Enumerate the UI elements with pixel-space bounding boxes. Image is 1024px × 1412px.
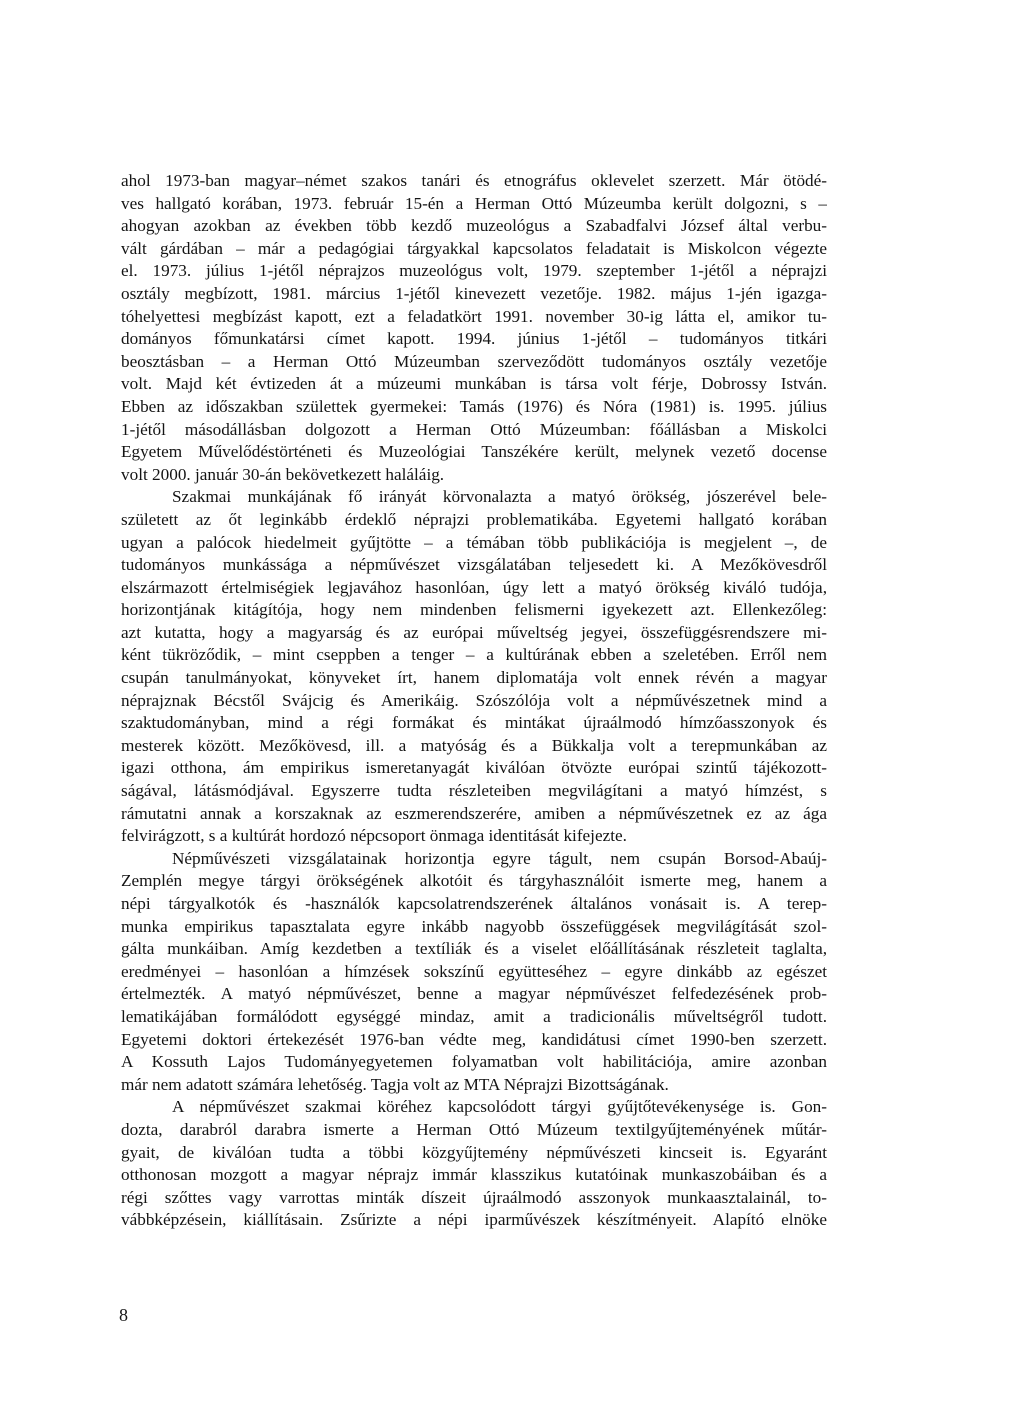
text-line: azt kutatta, hogy a magyarság és az európai műveltség jegyei, összefüggésrendszere mi- [121,622,827,642]
text-line: ahogyan azokban az években több kezdő muzeológus a Szabadfalvi József által verbu- [121,216,827,236]
text-line: régi szőttes vagy varrottas minták díszeit újraálmodó asszonyok munkaasztalainál, to- [121,1187,827,1207]
text-line: eredményei – hasonlóan a hímzések sokszínű együtteséhez – egyre dinkább az egészet [121,961,827,981]
text-line: vábbképzésein, kiállításain. Zsűrizte a népi iparművészek készítményeit. Alapító elnöke [121,1210,827,1230]
text-line: igazi otthona, ám empirikus ismeretanyagát kiválóan ötvözte európai szintű tájékozott- [121,758,827,778]
text-line: néprajznak Bécstől Svájcig és Amerikáig. Szószólója volt a népművészetnek mind a [121,690,827,710]
text-line: Ebben az időszakban születtek gyermekei: Tamás (1976) és Nóra (1981) is. 1995. július [121,396,827,416]
text-line: Zemplén megye tárgyi örökségének alkotóit és tárgyhasználóit ismerte meg, hanem a [121,871,827,891]
text-line: született az őt leginkább érdeklő néprajzi problematikába. Egyetemi hallgató korában [121,509,827,529]
text-line: volt 2000. január 30-án bekövetkezett haláláig. [121,464,445,484]
text-line: volt. Majd két évtizeden át a múzeumi munkában is társa volt férje, Dobrossy István. [121,374,827,394]
text-line: ként tükröződik, – mint cseppben a tenger – a kultúrának ebben a szeletében. Erről nem [121,645,827,665]
text-line: gálta munkáiban. Amíg kezdetben a textíliák és a viselet előállításának részleteit taglalta, [121,939,827,959]
text-line: 1-jétől másodállásban dolgozott a Herman Ottó Múzeumban: főállásban a Miskolci [121,419,827,439]
text-line: rámutatni annak a korszaknak az eszmerendszerére, amiben a népművészetnek ez az ága [121,803,827,823]
text-line: el. 1973. július 1-jétől néprajzos muzeológus volt, 1979. szeptember 1-jétől a néprajzi [121,261,827,281]
text-line: munka empirikus tapasztalata egyre inkább nagyobb összefüggések megvilágítását szol- [121,916,827,936]
text-line: ugyan a palócok hiedelmeit gyűjtötte – a témában több publikációja is megjelent –, de [121,532,827,552]
text-line: dozta, darabról darabra ismerte a Herman Ottó Múzeum textilgyűjteményének műtár- [121,1119,827,1139]
text-line: elszármazott értelmiségiek legjavához hasonlóan, úgy lett a matyó örökség kiváló tudója, [121,577,827,597]
text-line: otthonosan mozgott a magyar néprajz immár klasszikus kutatóinak munkaszobáiban és a [121,1165,827,1185]
text-line: Egyetemi doktori értekezését 1976-ban védte meg, kandidátusi címet 1990-ben szerzett. [121,1029,827,1049]
text-line: értelmezték. A matyó népművészet, benne a magyar népművészet felfedezésének prob- [121,984,827,1004]
page-number: 8 [119,1305,128,1325]
text-line: tóhelyettesi megbízást kapott, ezt a feladatkört 1991. november 30-ig látta el, amikor tu- [121,306,827,326]
text-line: felvirágzott, s a kultúrát hordozó népcsoport önmaga identitását kifejezte. [121,826,627,846]
text-line: horizontjának kitágítója, hogy nem mindenben felismerni igyekezett azt. Ellenkezőleg: [121,600,827,620]
text-line: ves hallgató korában, 1973. február 15-én a Herman Ottó Múzeumba került dolgozni, s – [121,193,827,213]
body-text [121,170,827,1232]
text-line: A Kossuth Lajos Tudományegyetemen folyamatban volt habilitációja, amire azonban [121,1052,827,1072]
text-line: vált gárdában – már a pedagógiai tárgyakkal kapcsolatos feladatait is Miskolcon végezte [121,238,827,258]
text-line: ságával, látásmódjával. Egyszerre tudta részleteiben megvilágítani a matyó hímzést, s [121,781,827,801]
text-line: lematikájában formálódott egységgé mindaz, amit a tradicionális műveltségről tudott. [121,1006,827,1026]
text-line: Szakmai munkájának fő irányát körvonalazta a matyó örökség, jószerével bele- [172,487,827,507]
text-line: mesterek között. Mezőkövesd, ill. a matyóság és a Bükkalja volt a terepmunkában az [121,735,827,755]
text-line: csupán tanulmányokat, könyveket írt, hanem diplomatája volt ennek révén a magyar [121,668,827,688]
text-line: ahol 1973-ban magyar–német szakos tanári és etnográfus oklevelet szerzett. Már ötödé- [121,171,827,190]
text-line: Egyetem Művelődéstörténeti és Muzeológiai Tanszékére került, melynek vezető docense [121,442,827,462]
text-line: gyait, de kiválóan tudta a többi közgyűjtemény népművészeti kincseit is. Egyaránt [121,1142,827,1162]
text-line: már nem adatott számára lehetőség. Tagja volt az MTA Néprajzi Bizottságának. [121,1074,669,1094]
text-line: osztály megbízott, 1981. március 1-jétől kinevezett vezetője. 1982. május 1-jén igazga- [121,283,827,303]
text-line: szaktudományban, mind a régi formákat és mintákat újraálmodó hímzőasszonyok és [121,713,827,733]
text-line: tudományos munkássága a népművészet vizsgálatában teljesedett ki. A Mezőkövesdről [121,555,827,575]
text-line: Népművészeti vizsgálatainak horizontja egyre tágult, nem csupán Borsod-Abaúj- [172,848,827,868]
text-line: népi tárgyalkotók és -használók kapcsolatrendszerének általános vonásait is. A terep- [121,894,827,913]
text-line: A népművészet szakmai köréhez kapcsolódott tárgyi gyűjtőtevékenysége is. Gon- [172,1097,827,1117]
text-line: dományos főmunkatársi címet kapott. 1994. június 1-jétől – tudományos titkári [121,329,827,349]
text-line: beosztásban – a Herman Ottó Múzeumban szerveződött tudományos osztály vezetője [121,351,827,371]
